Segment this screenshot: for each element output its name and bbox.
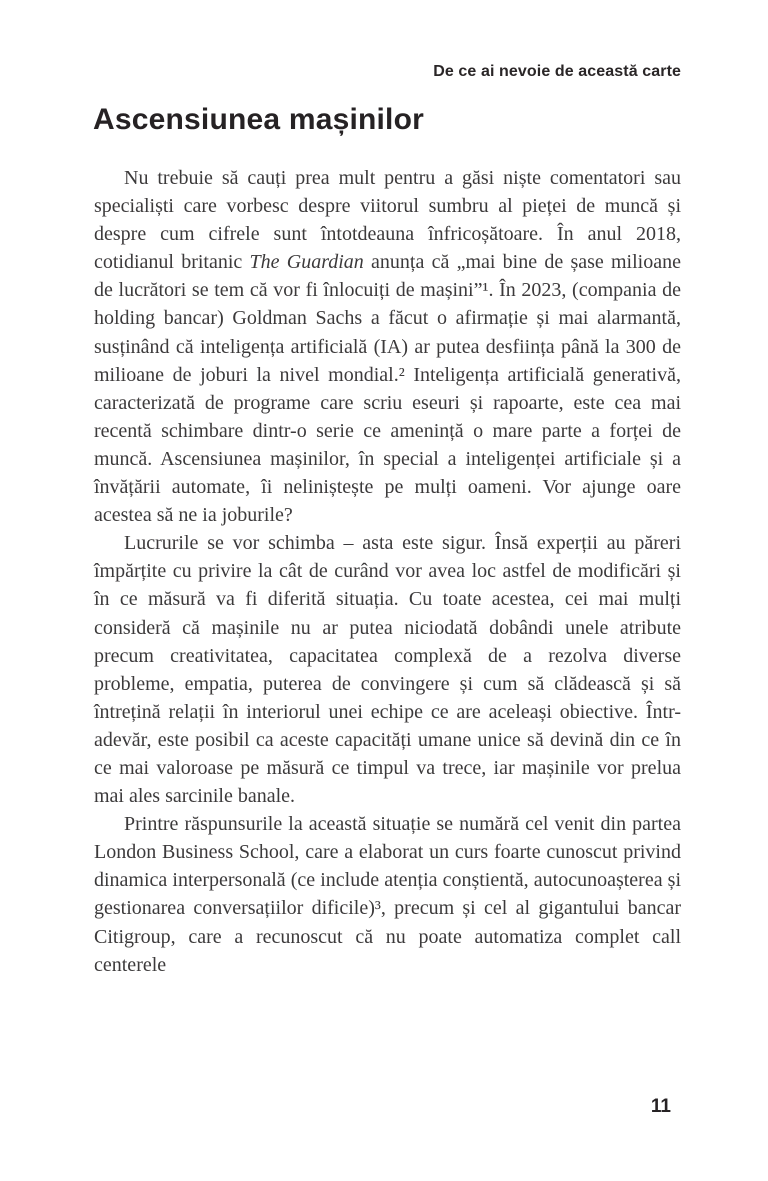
- paragraph-2: Lucrurile se vor schimba – asta este sigur. Însă experții au păreri împărțite cu privire la cât de curând vor avea loc astfel de modificări și în ce măsură va fi diferită situația. Cu toate acestea, cei mai mulți consideră că mașinile nu ar putea niciodată dobândi unele atribute precum creativitatea, capacitatea complexă de a rezolva diverse probleme, empatia, puterea de convingere și cum să clădească și să întrețină relații în interiorul unei echipe ce are aceleași obiective. Într-adevăr, este posibil ca aceste capacități umane unice să devină din ce în ce mai valoroase pe măsură ce timpul va trece, iar mașinile vor prelua mai ales sarcinile banale.: [94, 532, 681, 808]
- page-number: 11: [650, 1096, 671, 1117]
- paragraph-1-text-after: anunța că „mai bine de șase milioane de lucrători se tem că vor fi înlocuiți de mașini”¹. În 2023, (compania de holding bancar) Goldman Sachs a făcut o afirmație și mai alarmantă, susținând că inteligența artificială (IA) ar putea desființa până la 300 de milioane de joburi la nivel mondial.² Inteligența artificială generativă, caracterizată de programe care scriu eseuri și rapoarte, este cea mai recentă schimbare dintr-o serie ce amenință o mare parte a forței de muncă. Ascensiunea mașinilor, în special a inteligenței artificiale și a învățării automate, îi neliniștește pe mulți oameni. Vor ajunge oare acestea să ne ia joburile?: [94, 251, 681, 527]
- paragraph-1: [94, 164, 681, 529]
- running-header: De ce ai nevoie de această carte: [433, 63, 681, 80]
- paragraph-1-text-before: Nu trebuie să cauți prea mult pentru a găsi niște comentatori sau specialiști care vorbesc despre viitorul sumbru al pieței de muncă și despre cum cifrele sunt întotdeauna înfricoșătoare. În anul 2018, cotidianul britanic: [94, 167, 681, 274]
- chapter-title: Ascensiunea mașinilor: [93, 103, 424, 136]
- publication-name-italic: The Guardian: [249, 251, 364, 274]
- paragraph-3: Printre răspunsurile la această situație se numără cel venit din partea London Business School, care a elaborat un curs foarte cunoscut privind dinamica interpersonală (ce include atenția conștientă, autocunoașterea și gestionarea conversațiilor dificile)³, precum și cel al gigantului bancar Citigroup, care a recunoscut că nu poate automatiza complet call centerele: [94, 813, 681, 976]
- body-text: [94, 164, 681, 979]
